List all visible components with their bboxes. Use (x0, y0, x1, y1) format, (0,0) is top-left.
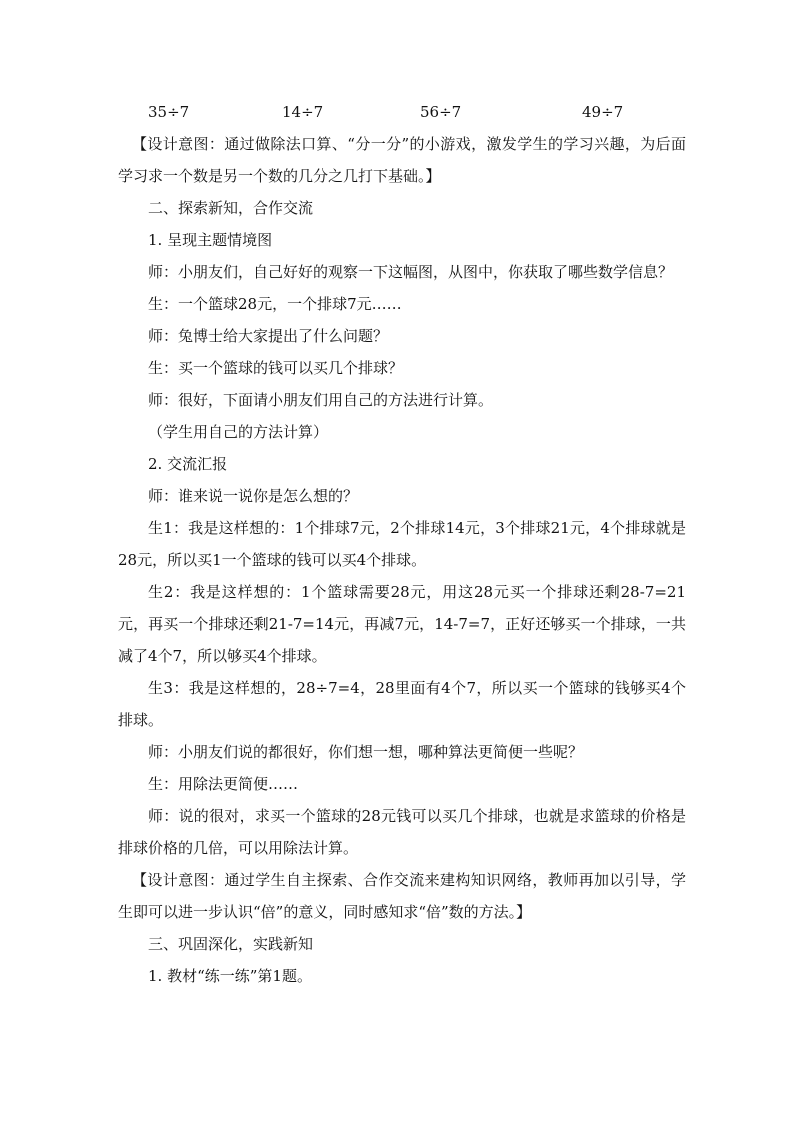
paragraph: 师：小朋友们说的都很好，你们想一想，哪种算法更简便一些呢？ (148, 743, 584, 761)
exercise-row (118, 96, 686, 128)
paragraph-list (118, 128, 686, 992)
paragraph: 2. 交流汇报 (148, 455, 228, 473)
paragraph: 师：很好，下面请小朋友们用自己的方法进行计算。 (148, 391, 494, 409)
paragraph: 1. 教材“练一练”第1题。 (148, 967, 312, 985)
paragraph: 师：小朋友们，自己好好的观察一下这幅图，从图中，你获取了哪些数学信息？ (148, 263, 674, 281)
paragraph: 三、巩固深化，实践新知 (148, 935, 314, 953)
paragraph: 师：说的很对，求买一个篮球的28元钱可以买几个排球，也就是求篮球的价格是排球价格的几倍，可以用除法计算。 (118, 807, 686, 857)
paragraph: （学生用自己的方法计算） (148, 423, 329, 441)
exercise-item: 35÷7 (148, 103, 190, 121)
paragraph: 1. 呈现主题情境图 (148, 231, 273, 249)
design-intent-note: 【设计意图：通过做除法口算、“分一分”的小游戏，激发学生的学习兴趣，为后面学习求一个数是另一个数的几分之几打下基础。】 (118, 135, 686, 185)
paragraph: 二、探索新知，合作交流 (148, 199, 314, 217)
paragraph: 生1：我是这样想的：1个排球7元，2个排球14元，3个排球21元，4个排球就是28元，所以买1一个篮球的钱可以买4个排球。 (118, 519, 686, 569)
exercise-item: 56÷7 (420, 103, 462, 121)
paragraph: 生3：我是这样想的，28÷7=4，28里面有4个7，所以买一个篮球的钱够买4个排球。 (118, 679, 686, 729)
exercise-item: 49÷7 (582, 103, 624, 121)
paragraph: 师：谁来说一说你是怎么想的？ (148, 487, 359, 505)
paragraph: 生：一个篮球28元，一个排球7元…… (148, 295, 402, 313)
document-body (118, 96, 686, 992)
design-intent-note: 【设计意图：通过学生自主探索、合作交流来建构知识网络，教师再加以引导，学生即可以进一步认识“倍”的意义，同时感知求“倍”数的方法。】 (118, 871, 686, 921)
paragraph: 师：兔博士给大家提出了什么问题？ (148, 327, 389, 345)
paragraph: 生：买一个篮球的钱可以买几个排球？ (148, 359, 404, 377)
paragraph: 生：用除法更简便…… (148, 775, 299, 793)
exercise-item: 14÷7 (282, 103, 324, 121)
paragraph: 生2：我是这样想的：1个篮球需要28元，用这28元买一个排球还剩28-7=21元，再买一个排球还剩21-7=14元，再减7元，14-7=7，正好还够买一个排球，一共减了4个7，所以够买4个排球。 (118, 583, 686, 665)
